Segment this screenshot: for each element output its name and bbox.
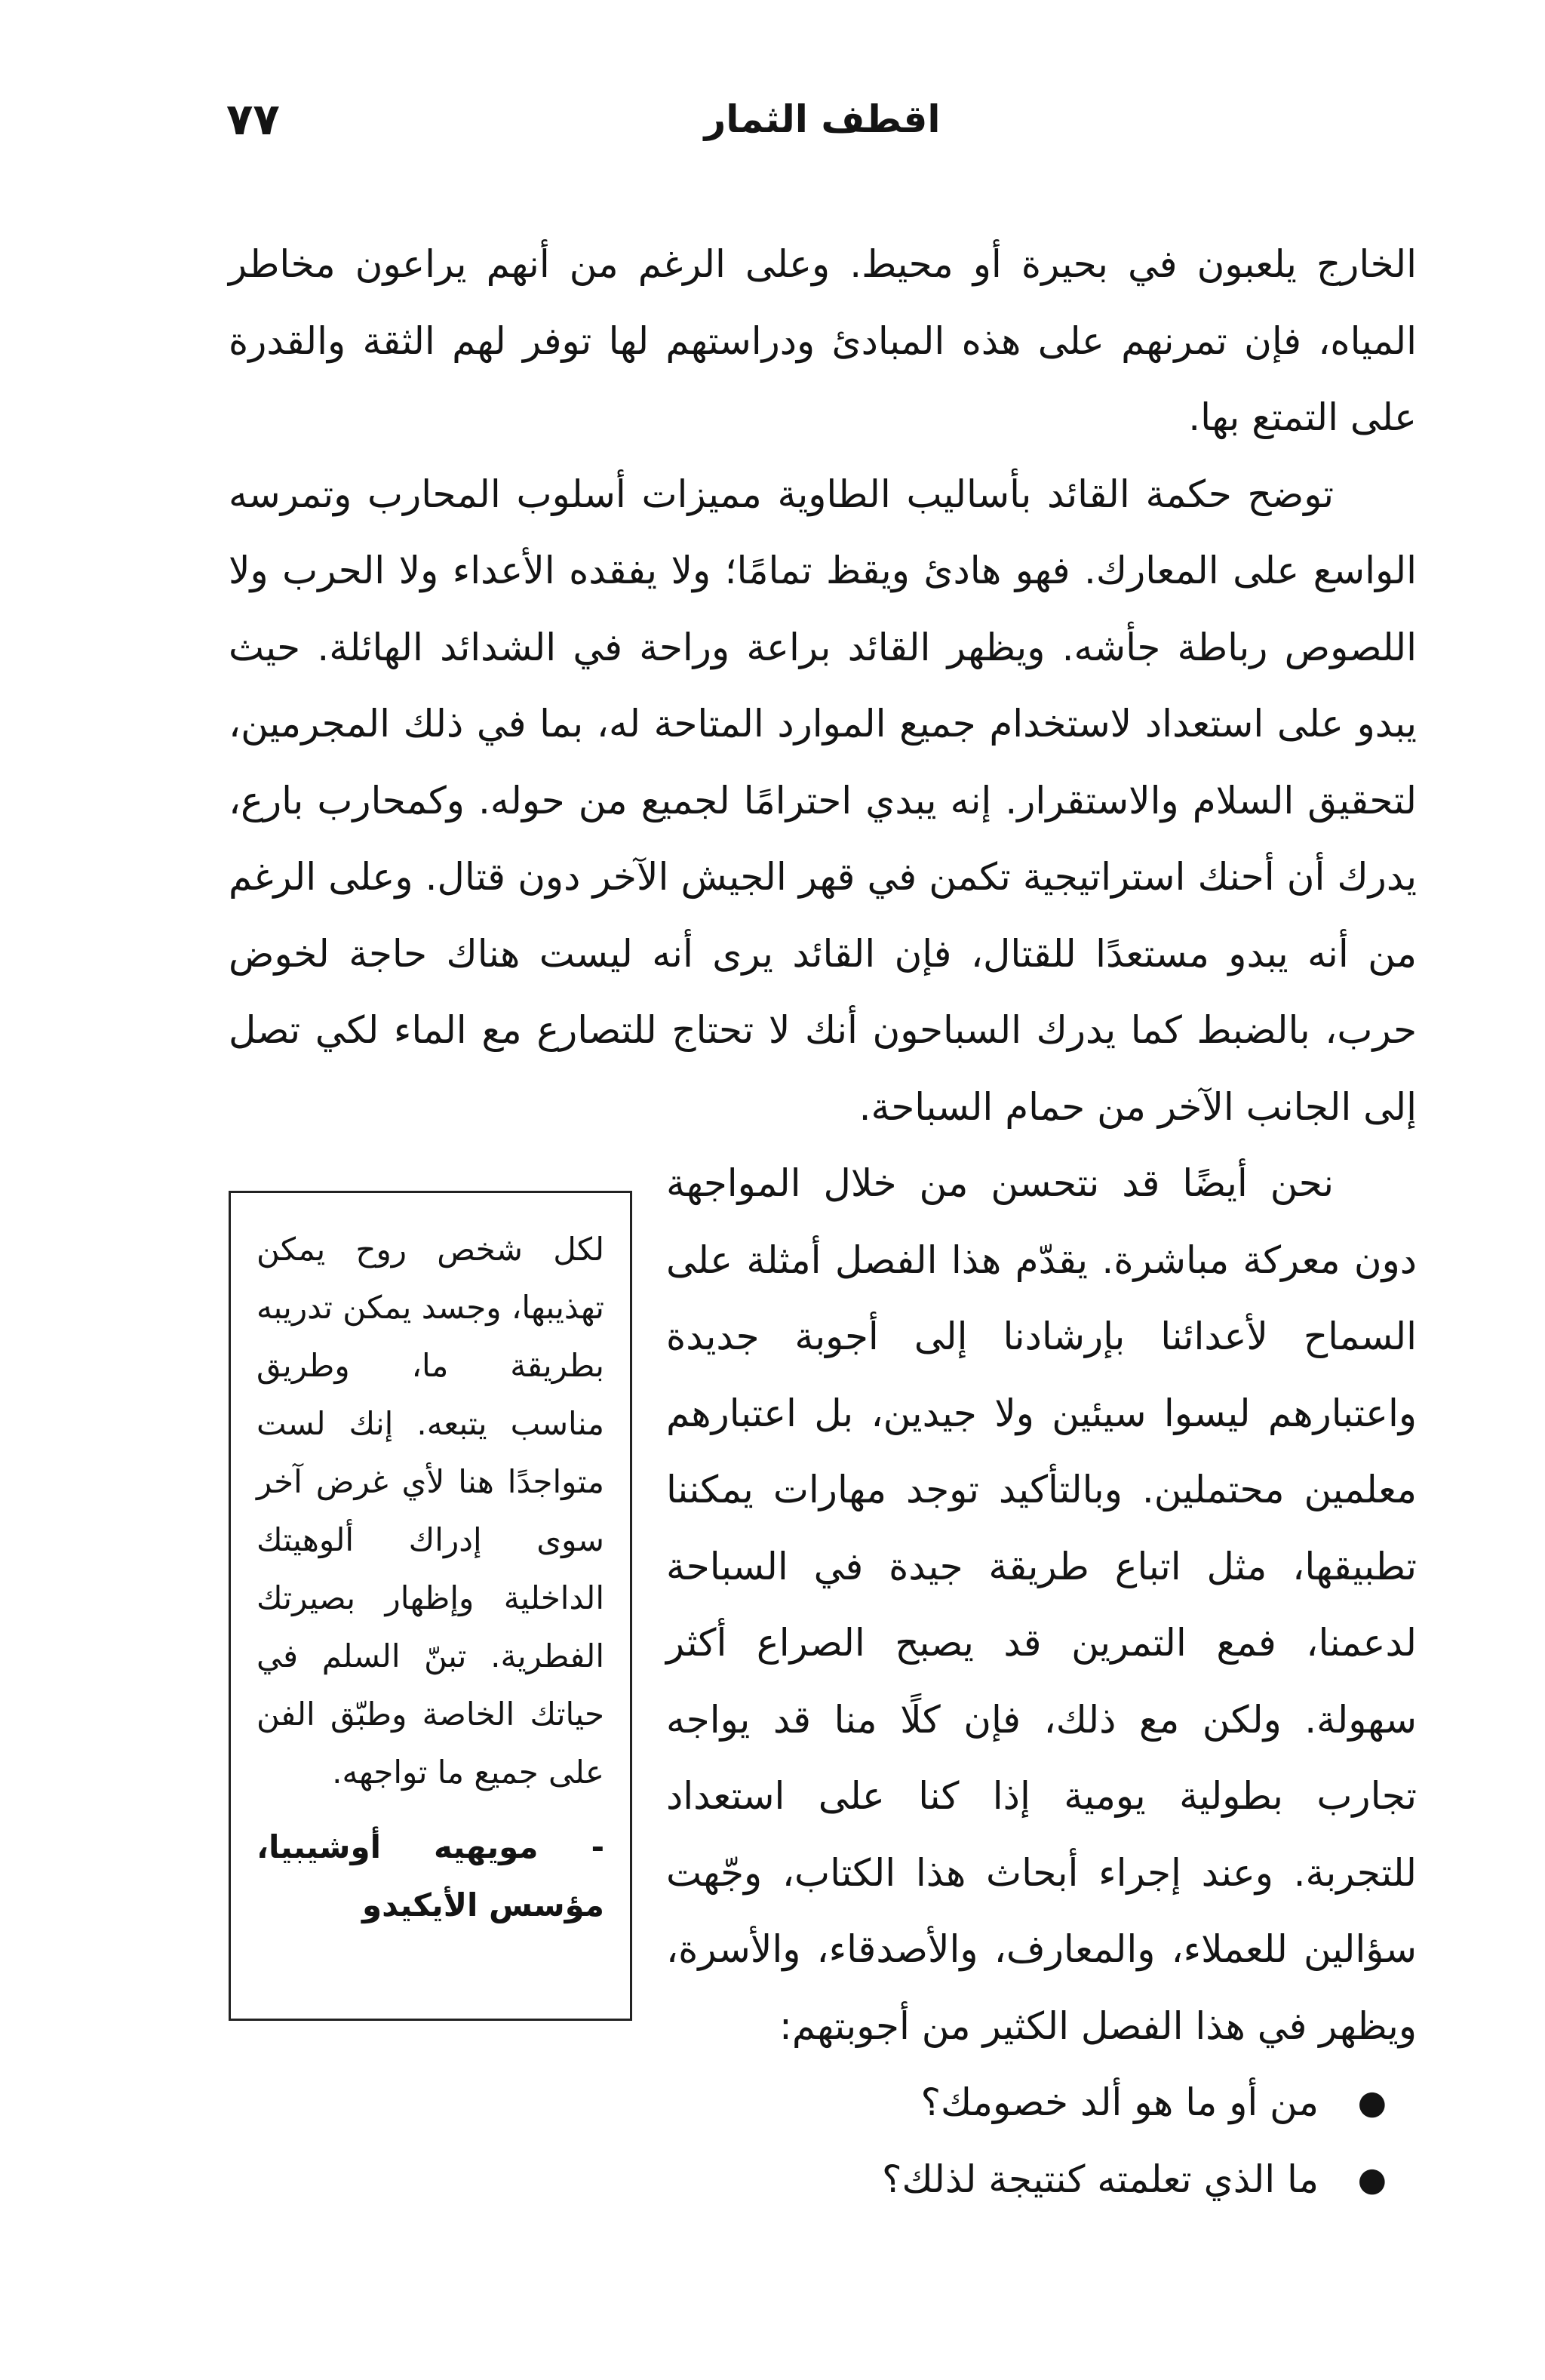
question-list (229, 2065, 1417, 2218)
body-text (229, 226, 1417, 2218)
list-item (229, 2142, 1387, 2219)
list-item (229, 2065, 1387, 2142)
question-text: ما الذي تعلمته كنتيجة لذلك؟ (881, 2157, 1319, 2201)
page-number: ٧٧ (226, 94, 280, 145)
quote-box (229, 1191, 632, 2021)
paragraph: الخارج يلعبون في بحيرة أو محيط. وعلى الرغم من أنهم يراعون مخاطر المياه، فإن تمرنهم على هذه المبادئ ودراستهم لها توفر لهم الثقة والقدرة على التمتع بها. (229, 242, 1417, 439)
bullet-icon: ● (1357, 2160, 1387, 2199)
question-text: من أو ما هو ألد خصومك؟ (920, 2080, 1319, 2124)
paragraph: توضح حكمة القائد بأساليب الطاوية مميزات أسلوب المحارب وتمرسه الواسع على المعارك. فهو هادئ ويقظ تمامًا؛ ولا يفقده الأعداء ولا الحرب ولا اللصوص رباطة جأشه. ويظهر القائد براعة وراحة في الشدائد الهائلة. حيث يبدو على استعداد لاستخدام جميع الموارد المتاحة له، بما في ذلك المجرمين، لتحقيق السلام والاستقرار. إنه يبدي احترامًا لجميع من حوله. وكمحارب بارع، يدرك أن أحنك استراتيجية تكمن في قهر الجيش الآخر دون قتال. وعلى الرغم من أنه يبدو مستعدًا للقتال، فإن القائد يرى أنه ليست هناك حاجة لخوض حرب، بالضبط كما يدرك السباحون أنك لا تحتاج للتصارع مع الماء لكي تصل إلى الجانب الآخر من حمام السباحة. (229, 472, 1417, 1129)
running-head (226, 89, 1418, 157)
bullet-icon: ● (1357, 2083, 1387, 2122)
quote-attribution: - مويهيه أوشيبيا، مؤسس الأيكيدو (256, 1828, 604, 1923)
paragraph: نحن أيضًا قد نتحسن من خلال المواجهة دون معركة مباشرة. يقدّم هذا الفصل أمثلة على السماح لأعدائنا بإرشادنا إلى أجوبة جديدة واعتبارهم ليسوا سيئين ولا جيدين، بل اعتبارهم معلمين محتملين. وبالتأكيد توجد مهارات يمكننا تطبيقها، مثل اتباع طريقة جيدة في السباحة لدعمنا، فمع التمرين قد يصبح الصراع أكثر سهولة. ولكن مع ذلك، فإن كلًا منا قد يواجه تجارب بطولية يومية إذا كنا على استعداد للتجربة. وعند إجراء أبحاث هذا الكتاب، وجّهت سؤالين للعملاء، والمعارف، والأصدقاء، والأسرة، ويظهر في هذا الفصل الكثير من أجوبتهم: (666, 1161, 1417, 2048)
running-title: اقطف الثمار (704, 97, 941, 141)
quote-text: لكل شخص روح يمكن تهذيبها، وجسد يمكن تدريبه بطريقة ما، وطريق مناسب يتبعه. إنك لست متواجدًا هنا لأي غرض آخر سوى إدراك ألوهيتك الداخلية وإظهار بصيرتك الفطرية. تبنّ السلم في حياتك الخاصة وطبّق الفن على جميع ما تواجهه. (256, 1231, 604, 1791)
